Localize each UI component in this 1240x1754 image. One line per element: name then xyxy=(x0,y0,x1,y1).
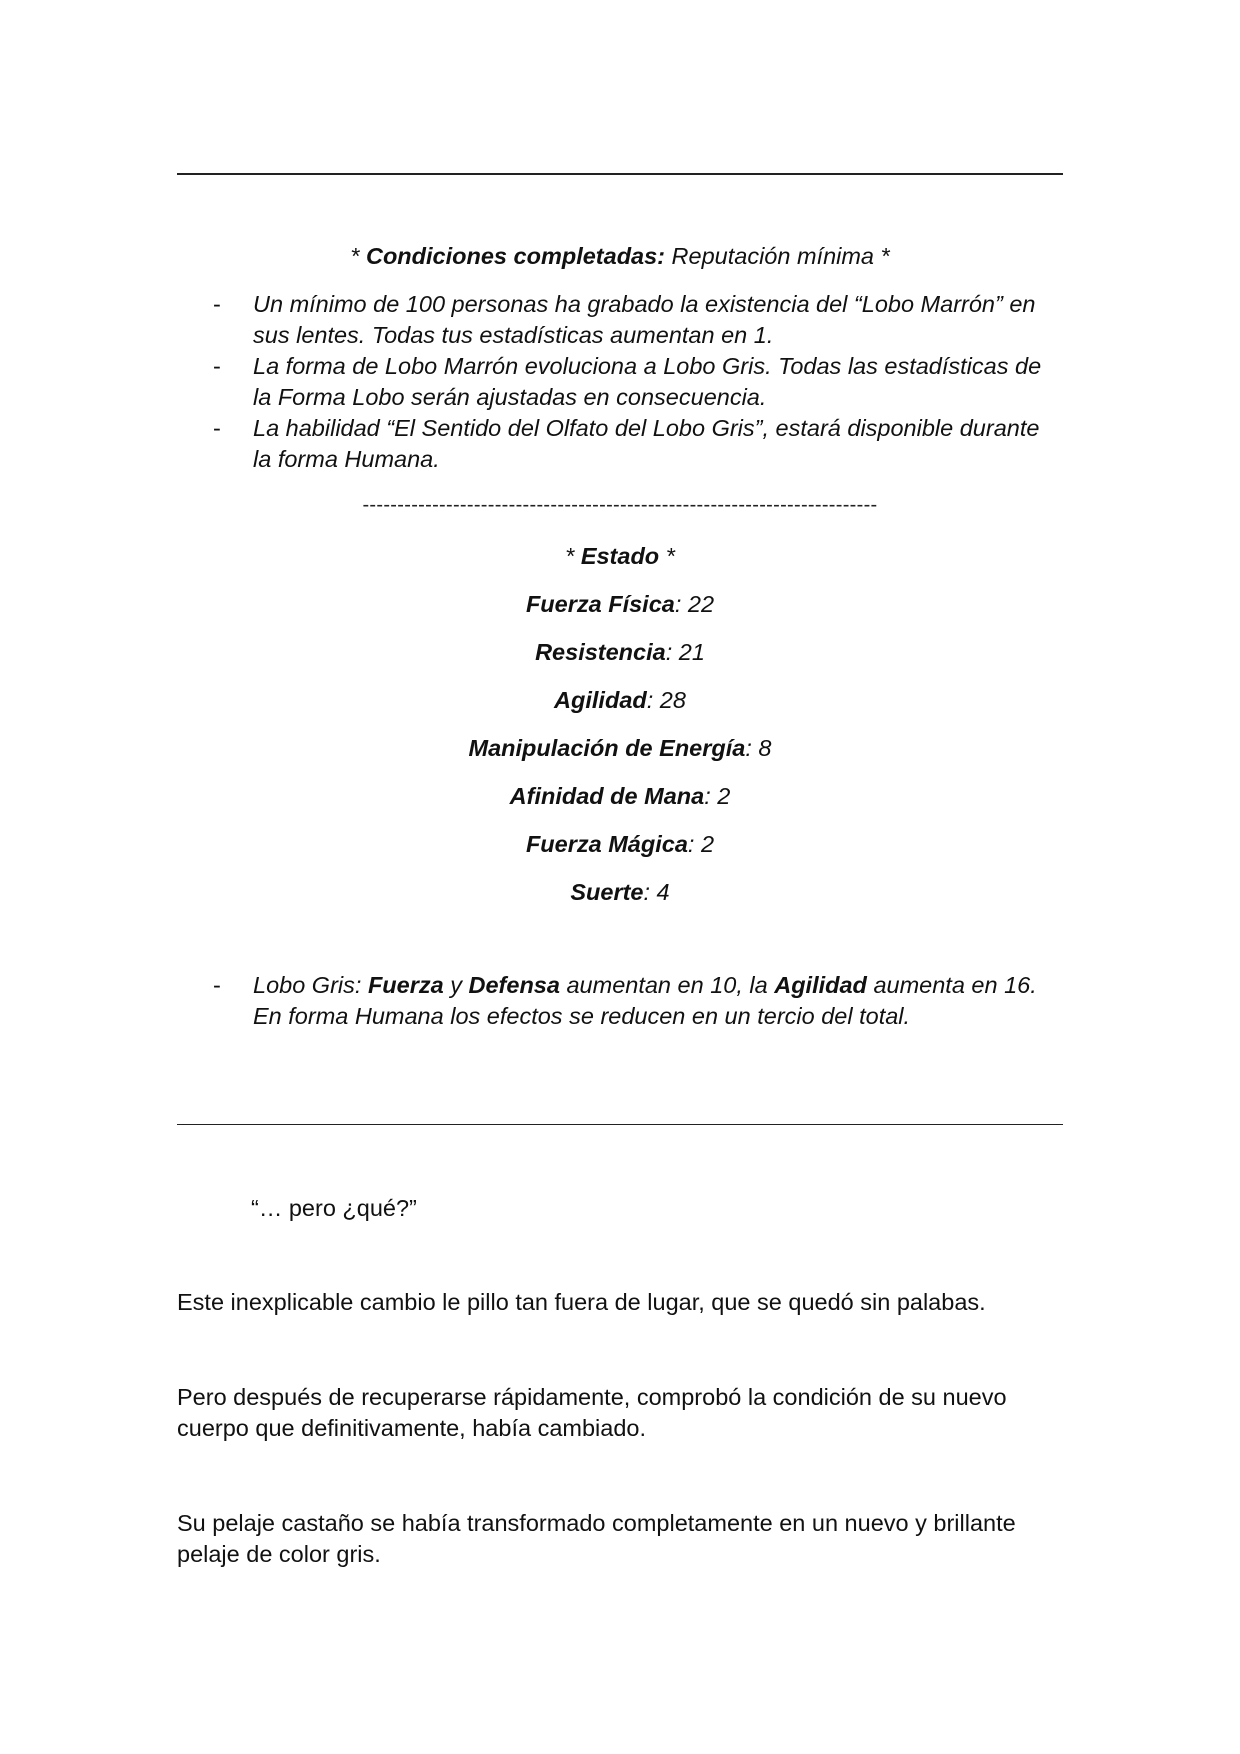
stat-value: : 4 xyxy=(643,879,670,905)
list-item xyxy=(213,413,1063,475)
dashed-divider: -------------------------------------------------------------------------- xyxy=(362,494,878,516)
stat-value: : 21 xyxy=(665,639,705,665)
heading-bold: Condiciones completadas: xyxy=(365,243,666,269)
stat-row xyxy=(177,780,1063,828)
stat-row xyxy=(177,636,1063,684)
conditions-list xyxy=(213,289,1063,475)
wolf-note-part: aumenta en 16. En forma Humana los efectos se reducen en un tercio del total. xyxy=(253,972,1037,1029)
paragraph: Pero después de recuperarse rápidamente, comprobó la condición de su nuevo cuerpo que definitivamente, había cambiado. xyxy=(177,1384,1007,1441)
stat-label: Resistencia xyxy=(535,639,666,665)
list-item xyxy=(213,289,1063,351)
stat-value: : 2 xyxy=(704,783,731,809)
wolf-note-bold: Fuerza xyxy=(367,972,444,998)
status-block xyxy=(177,540,1063,924)
stat-value: : 2 xyxy=(687,831,715,857)
paragraph: Este inexplicable cambio le pillo tan fuera de lugar, que se quedó sin palabas. xyxy=(177,1289,986,1315)
stat-label: Afinidad de Mana xyxy=(509,783,705,809)
list-item xyxy=(213,970,1063,1032)
stat-label: Fuerza Física xyxy=(525,591,675,617)
wolf-note-part: Lobo Gris: xyxy=(253,972,368,998)
stat-label: Manipulación de Energía xyxy=(468,735,746,761)
stat-row xyxy=(177,828,1063,876)
bullet-dash: - xyxy=(213,353,221,379)
list-item xyxy=(213,351,1063,413)
wolf-note-list xyxy=(213,970,1063,1032)
stat-value: : 28 xyxy=(646,687,686,713)
conditions-heading xyxy=(177,241,1063,272)
wolf-note-part: aumentan en 10, la xyxy=(559,972,775,998)
list-item-text: Un mínimo de 100 personas ha grabado la existencia del “Lobo Marrón” en sus lentes. Todas tus estadísticas aumentan en 1. xyxy=(253,291,1036,348)
stat-row xyxy=(177,684,1063,732)
list-item-text: La forma de Lobo Marrón evoluciona a Lobo Gris. Todas las estadísticas de la Forma Lobo serán ajustadas en consecuencia. xyxy=(253,353,1042,410)
wolf-note-text xyxy=(253,972,1037,1029)
heading-rest: Reputación mínima * xyxy=(665,243,890,269)
stat-row xyxy=(177,876,1063,924)
stat-value: : 22 xyxy=(674,591,715,617)
stat-value: : 8 xyxy=(745,735,772,761)
stat-row xyxy=(177,732,1063,780)
heading-prefix: * xyxy=(350,243,366,269)
stat-label: Agilidad xyxy=(554,687,647,713)
status-title xyxy=(177,540,1063,588)
bullet-dash: - xyxy=(213,291,221,317)
bottom-horizontal-rule xyxy=(177,1124,1063,1125)
list-item-text: La habilidad “El Sentido del Olfato del Lobo Gris”, estará disponible durante la forma Humana. xyxy=(253,415,1040,472)
wolf-note-part: y xyxy=(443,972,469,998)
status-title-prefix: * xyxy=(565,543,581,569)
status-title-suffix: * xyxy=(659,543,675,569)
paragraph: Su pelaje castaño se había transformado completamente en un nuevo y brillante pelaje de color gris. xyxy=(177,1510,1016,1567)
status-title-bold: Estado xyxy=(580,543,660,569)
stat-label: Fuerza Mágica xyxy=(525,831,688,857)
stat-label: Suerte xyxy=(570,879,644,905)
top-horizontal-rule xyxy=(177,173,1063,175)
bullet-dash: - xyxy=(213,415,221,441)
stat-row xyxy=(177,588,1063,636)
dialogue-quote: “… pero ¿qué?” xyxy=(251,1195,417,1221)
wolf-note-bold: Defensa xyxy=(468,972,560,998)
bullet-dash: - xyxy=(213,972,221,998)
wolf-note-bold: Agilidad xyxy=(774,972,867,998)
